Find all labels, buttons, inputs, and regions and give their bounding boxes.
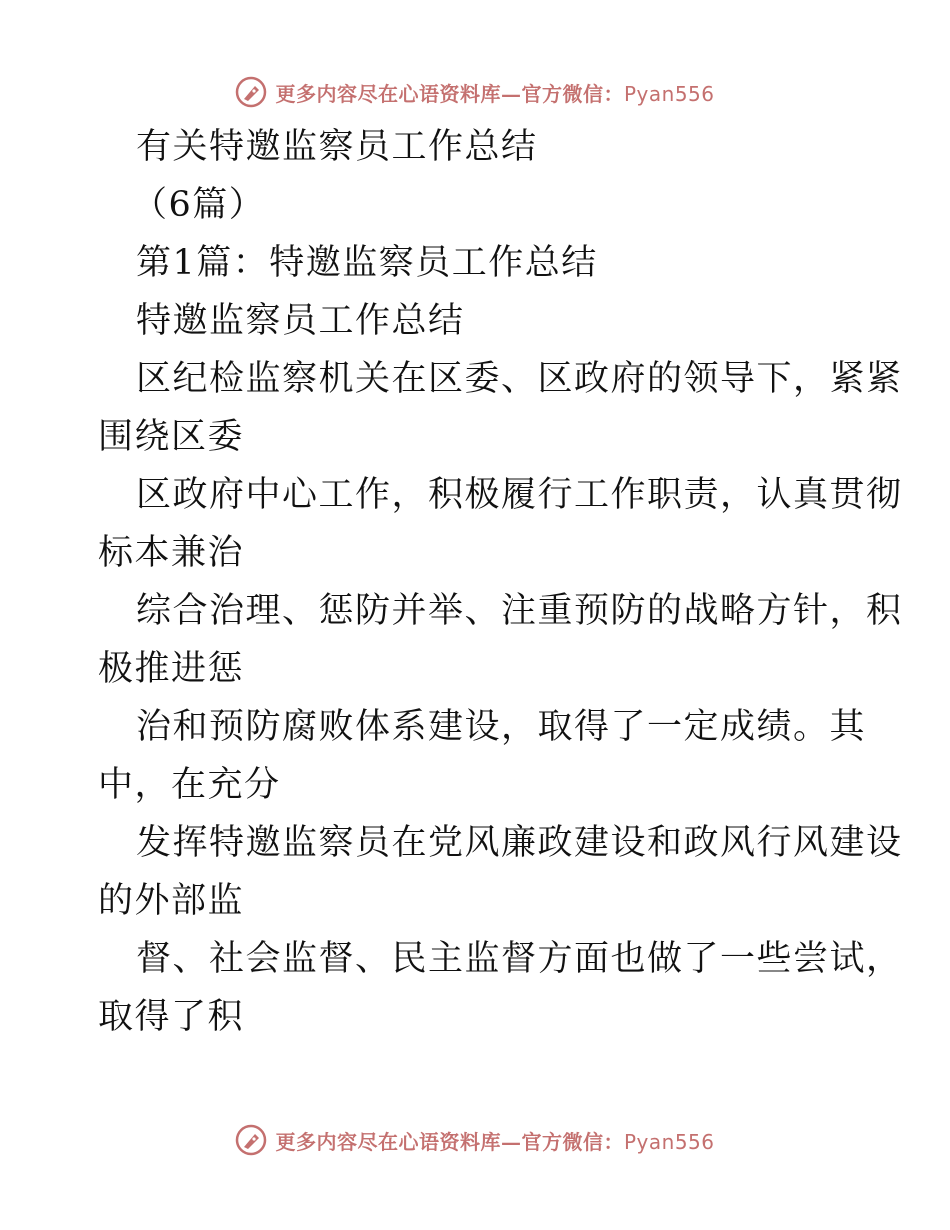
paragraph-line: 发挥特邀监察员在党风廉政建设和政风行风建设 <box>136 823 903 863</box>
paragraph-line: 治和预防腐败体系建设，取得了一定成绩。其 <box>136 707 867 747</box>
section-title: 特邀监察员工作总结 <box>136 301 465 341</box>
pen-nib-seal-icon <box>235 1124 267 1156</box>
pen-nib-seal-icon <box>235 76 267 108</box>
header-watermark-text: 更多内容尽在心语资料库—官方微信：Pyan556 <box>275 81 715 106</box>
header-watermark-banner <box>0 72 950 112</box>
document-body <box>98 118 903 1046</box>
footer-watermark-text: 更多内容尽在心语资料库—官方微信：Pyan556 <box>275 1129 715 1154</box>
paragraph-line: 的外部监 <box>98 881 245 921</box>
paragraph-line: 综合治理、惩防并举、注重预防的战略方针，积 <box>136 591 903 631</box>
paragraph-line: 取得了积 <box>98 997 245 1037</box>
paragraph-line: 中，在充分 <box>98 765 281 805</box>
paragraph-line: 区纪检监察机关在区委、区政府的领导下，紧紧 <box>136 359 903 399</box>
footer-watermark-banner <box>0 1120 950 1160</box>
paragraph-line: 督、社会监督、民主监督方面也做了一些尝试， <box>136 939 903 979</box>
paragraph-line: 标本兼治 <box>98 533 245 573</box>
paragraph-line: 围绕区委 <box>98 417 245 457</box>
document-title: 有关特邀监察员工作总结 <box>136 127 538 167</box>
document-subtitle: （6篇） <box>132 185 266 225</box>
paragraph-line: 极推进惩 <box>98 649 245 689</box>
paragraph-line: 区政府中心工作，积极履行工作职责，认真贯彻 <box>136 475 903 515</box>
section-heading: 第1篇：特邀监察员工作总结 <box>136 243 598 283</box>
